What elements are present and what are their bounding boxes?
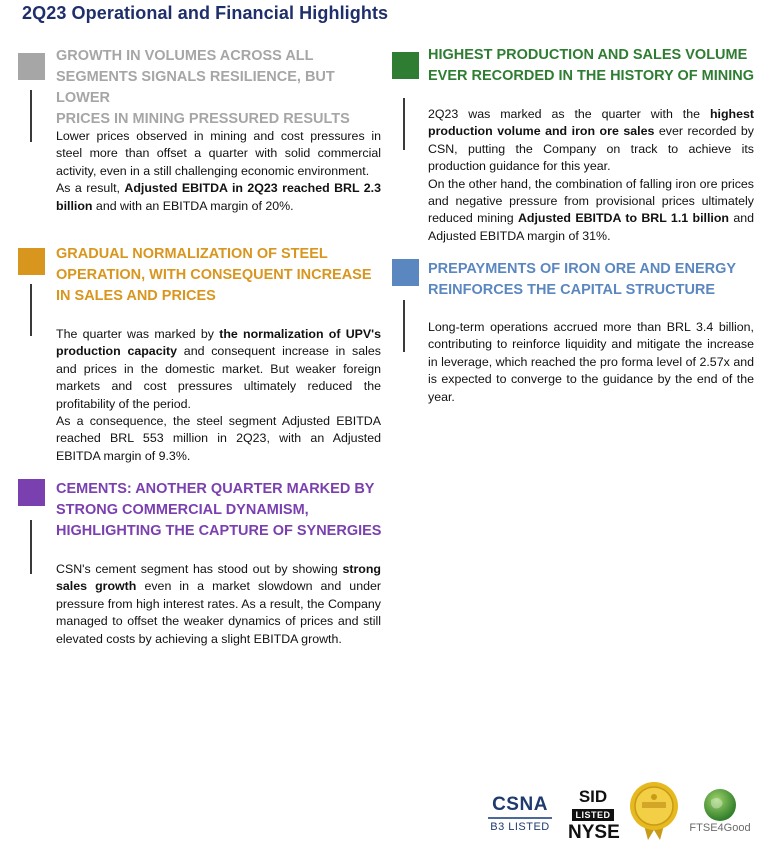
body-paragraph: 2Q23 was marked as the quarter with the highest production volume and iron ore sales ever recorded by CSN, putting the Company on track to achieve its production guidance for this year. xyxy=(428,107,754,174)
body-paragraph: Long-term operations accrued more than BRL 3.4 billion, contributing to reinforce liquidity and mitigate the increase in leverage, which reached the pro forma level of 2.57x and is expected to converge to the guidance by the end of the year. xyxy=(428,320,754,404)
sid-logo-mid: LISTED xyxy=(572,809,613,821)
section-divider-line xyxy=(30,90,32,142)
ftse4good-logo xyxy=(688,788,752,834)
section-title-line: GRADUAL NORMALIZATION OF STEEL xyxy=(56,246,328,262)
section-marker-green xyxy=(392,52,419,79)
section-divider-line xyxy=(30,284,32,336)
globe-icon xyxy=(703,788,737,822)
section-title-line: PRICES IN MINING PRESSURED RESULTS xyxy=(56,111,350,127)
body-paragraph: As a result, Adjusted EBITDA in 2Q23 reached BRL 2.3 billion and with an EBITDA margin of 20%. xyxy=(56,181,381,213)
body-paragraph: CSN's cement segment has stood out by showing strong sales growth even in a market slowdown and under pressure from high interest rates. As a result, the Company managed to offset the weaker dynamics of prices and still elevated costs by achieving a slight EBITDA growth. xyxy=(56,562,381,646)
section-body-volumes xyxy=(56,128,381,215)
section-marker-gray xyxy=(18,53,45,80)
sid-nyse-logo xyxy=(568,788,618,842)
body-paragraph: On the other hand, the combination of falling iron ore prices and negative pressure from provisional prices ultimately reduced mining Adjusted EBITDA to BRL 1.1 billion and Adjusted EBITDA margin of 31%. xyxy=(428,176,754,243)
csna-logo-name: CSNA xyxy=(492,794,548,815)
section-title-line: GROWTH IN VOLUMES ACROSS ALL xyxy=(56,48,314,64)
sid-logo-bot: NYSE xyxy=(568,822,620,843)
csna-logo-rule xyxy=(488,817,552,819)
section-title-volumes xyxy=(56,46,386,130)
section-body-steel xyxy=(56,326,381,465)
section-title-line: CEMENTS: ANOTHER QUARTER MARKED BY xyxy=(56,481,375,497)
section-body-cements xyxy=(56,561,381,648)
section-title-cements xyxy=(56,479,386,542)
body-paragraph: The quarter was marked by the normalization of UPV's production capacity and consequent increase in sales and prices in the domestic market. But weaker foreign markets and cost pressures ultimately reduced the profitability of the period. xyxy=(56,327,382,411)
section-divider-line xyxy=(403,98,405,150)
section-title-line: SEGMENTS SIGNALS RESILIENCE, BUT LOWER xyxy=(56,69,335,106)
ftse4good-text: FTSE4Good xyxy=(689,822,751,834)
csna-b3-logo xyxy=(488,794,552,833)
section-marker-purple xyxy=(18,479,45,506)
section-title-prepayments xyxy=(428,259,763,301)
section-divider-line xyxy=(403,300,405,352)
section-title-steel xyxy=(56,244,386,307)
footer-logos xyxy=(470,780,768,848)
section-title-line: EVER RECORDED IN THE HISTORY OF MINING xyxy=(428,68,755,84)
section-title-line: REINFORCES THE CAPITAL STRUCTURE xyxy=(428,282,716,298)
sid-logo-top: SID xyxy=(578,787,608,806)
section-title-line: STRONG COMMERCIAL DYNAMISM, xyxy=(56,502,309,518)
section-title-mining xyxy=(428,45,763,87)
body-paragraph: Lower prices observed in mining and cost pressures in steel more than offset a quarter with solid commercial activity, even in a still challenging economic environment. xyxy=(56,129,381,178)
page-title: 2Q23 Operational and Financial Highlights xyxy=(22,3,389,23)
section-title-line: OPERATION, WITH CONSEQUENT INCREASE xyxy=(56,267,372,283)
award-seal-icon xyxy=(628,780,680,840)
section-body-mining xyxy=(428,106,754,245)
body-paragraph: As a consequence, the steel segment Adjusted EBITDA reached BRL 553 million in 2Q23, with an Adjusted EBITDA margin of 9.3%. xyxy=(56,414,381,463)
section-title-line: PREPAYMENTS OF IRON ORE AND ENERGY xyxy=(428,261,737,277)
csna-logo-sub: B3 LISTED xyxy=(490,821,550,833)
section-divider-line xyxy=(30,520,32,574)
section-body-prepayments xyxy=(428,319,754,406)
section-marker-blue xyxy=(392,259,419,286)
section-title-line: HIGHEST PRODUCTION AND SALES VOLUME xyxy=(428,47,748,63)
section-marker-orange xyxy=(18,248,45,275)
section-title-line: HIGHLIGHTING THE CAPTURE OF SYNERGIES xyxy=(56,523,382,539)
section-title-line: IN SALES AND PRICES xyxy=(56,288,216,304)
